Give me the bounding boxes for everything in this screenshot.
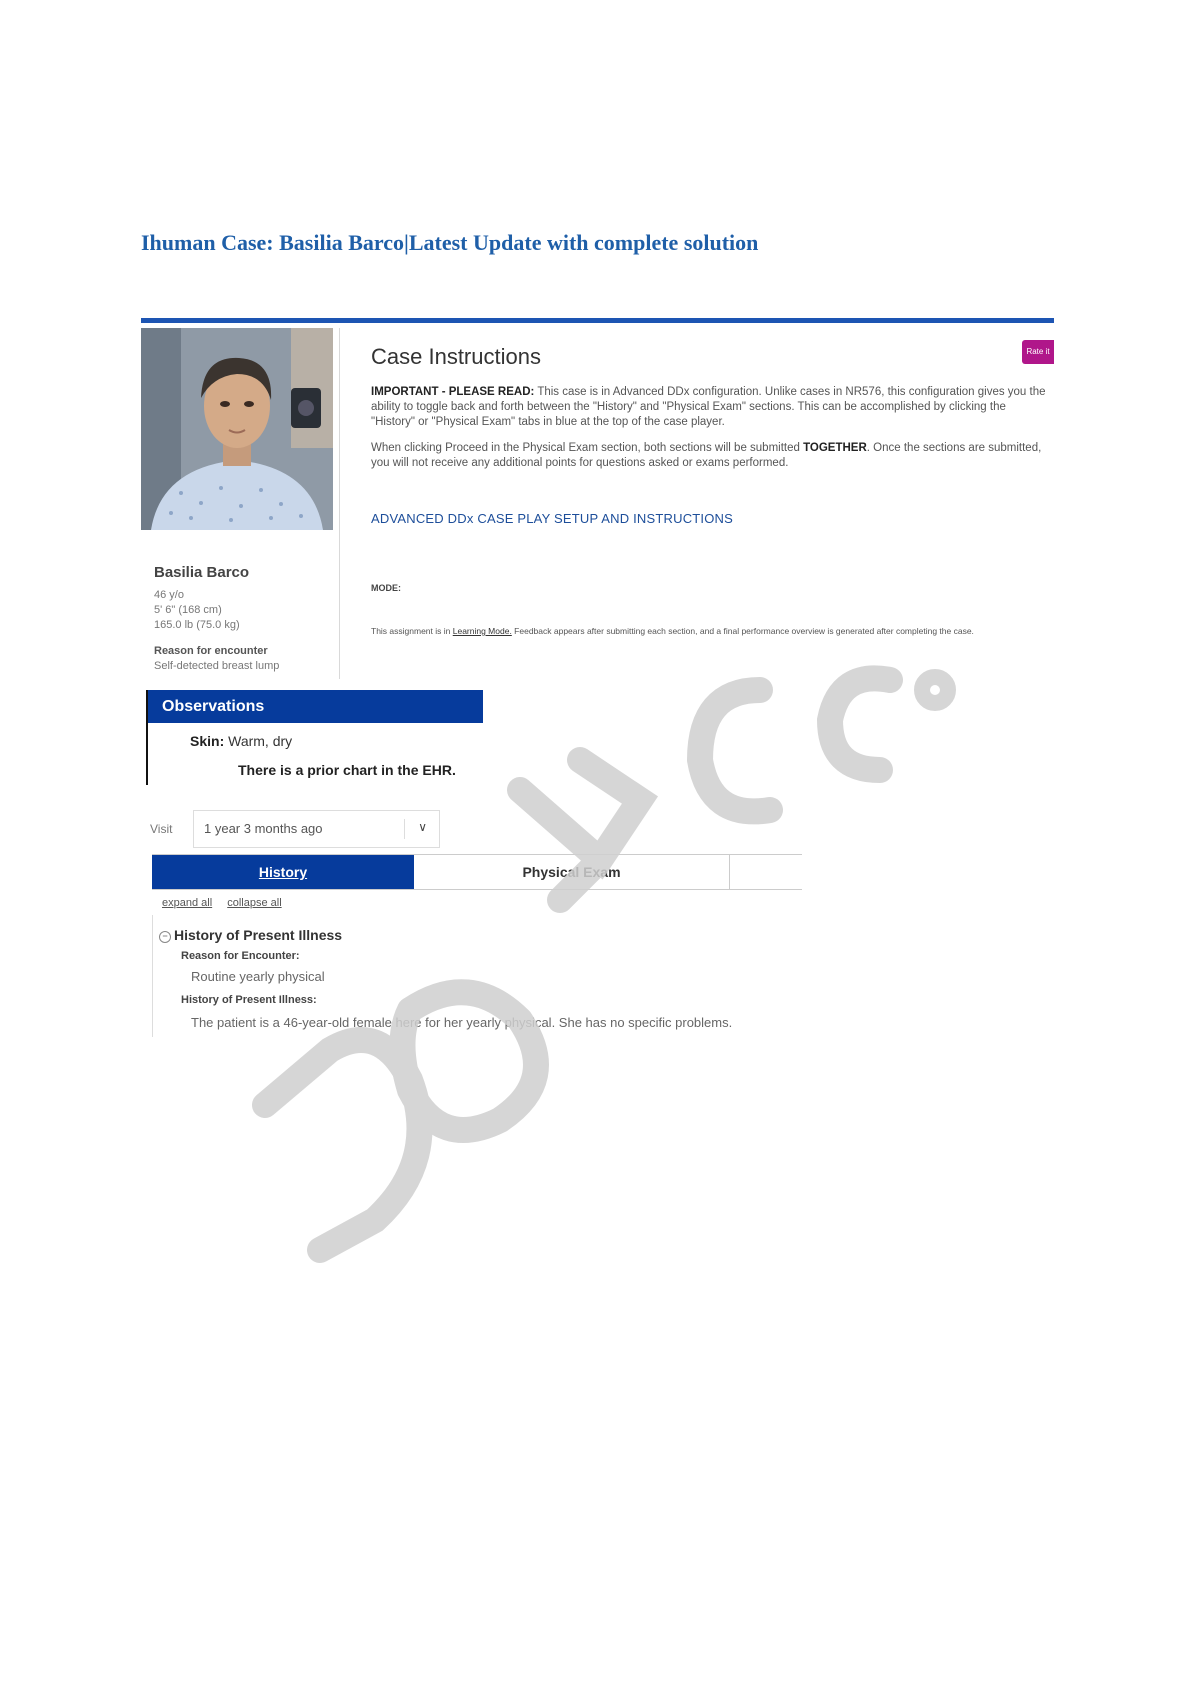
reason-for-encounter-value: Routine yearly physical — [191, 969, 325, 984]
advanced-ddx-link[interactable]: ADVANCED DDx CASE PLAY SETUP AND INSTRUCTIONS — [371, 511, 733, 526]
mode-text-a: This assignment is in — [371, 626, 453, 636]
important-text: This case is in Advanced DDx configuration. Unlike cases in NR576, this configuration gives you the ability to toggle back and forth between the "History" and "Physical Exam" sections. This can be accomplished by clicking the "History" or "Physical Exam" tabs in blue at the top of the case player. — [371, 386, 1046, 428]
hpi-value: The patient is a 46-year-old female here for her yearly physical. She has no specific problems. — [191, 1015, 733, 1030]
reason-label: Reason for encounter — [154, 645, 268, 657]
document-title: Ihuman Case: Basilia Barco|Latest Update with complete solution — [141, 230, 759, 255]
patient-portrait-image — [141, 328, 333, 530]
patient-age: 46 y/o — [154, 589, 184, 601]
chevron-down-icon[interactable]: ∨ — [418, 820, 427, 834]
reason-value: Self-detected breast lump — [154, 660, 280, 672]
important-paragraph — [371, 385, 1046, 430]
patient-vitals — [154, 588, 240, 633]
patient-weight: 165.0 lb (75.0 kg) — [154, 619, 240, 631]
patient-card — [141, 328, 340, 679]
history-content — [152, 915, 803, 1037]
mode-label: MODE: — [371, 583, 401, 593]
proceed-text-a: When clicking Proceed in the Physical Exam section, both sections will be submitted — [371, 442, 804, 454]
skin-label: Skin: — [190, 733, 225, 749]
important-label: IMPORTANT - PLEASE READ: — [371, 386, 535, 398]
visit-select[interactable] — [193, 810, 440, 848]
mode-paragraph — [371, 618, 1051, 645]
skin-value: Warm, dry — [224, 733, 293, 749]
patient-height: 5' 6" (168 cm) — [154, 604, 222, 616]
proceed-paragraph — [371, 441, 1051, 471]
reason-for-encounter-label: Reason for Encounter: — [181, 950, 300, 962]
hpi-label: History of Present Illness: — [181, 994, 317, 1006]
observations-header: Observations — [148, 690, 483, 723]
mode-text-b: Feedback appears after submitting each section, and a final performance overview is generated after completing the case. — [511, 626, 974, 636]
tab-physical-exam[interactable]: Physical Exam — [414, 855, 730, 889]
visit-label: Visit — [150, 822, 173, 836]
case-panel — [141, 318, 1054, 679]
select-divider — [404, 819, 405, 839]
instructions-title: Case Instructions — [371, 344, 541, 369]
patient-name: Basilia Barco — [154, 564, 250, 581]
collapse-all-link[interactable]: collapse all — [227, 897, 282, 909]
collapse-circle-icon[interactable]: − — [159, 931, 171, 943]
learning-mode-link[interactable]: Learning Mode. — [452, 626, 512, 636]
expand-collapse-links — [162, 897, 294, 909]
ehr-tabs — [152, 854, 802, 890]
skin-observation — [190, 733, 292, 749]
proceed-together: TOGETHER — [803, 442, 867, 454]
proceed-text-b: . Once the sections are submitted, you will not receive any additional points for questions asked or exams performed. — [371, 442, 1042, 469]
case-instructions — [371, 328, 1054, 679]
patient-avatar — [141, 328, 333, 530]
tab-history[interactable]: History — [152, 855, 414, 889]
hpi-section-heading[interactable] — [159, 927, 342, 943]
observations-panel — [146, 690, 483, 785]
visit-value: 1 year 3 months ago — [204, 821, 323, 836]
hpi-heading-text: History of Present Illness — [174, 927, 343, 943]
rate-button[interactable]: Rate it — [1022, 340, 1054, 364]
prior-chart-note: There is a prior chart in the EHR. — [238, 762, 456, 778]
expand-all-link[interactable]: expand all — [162, 897, 213, 909]
